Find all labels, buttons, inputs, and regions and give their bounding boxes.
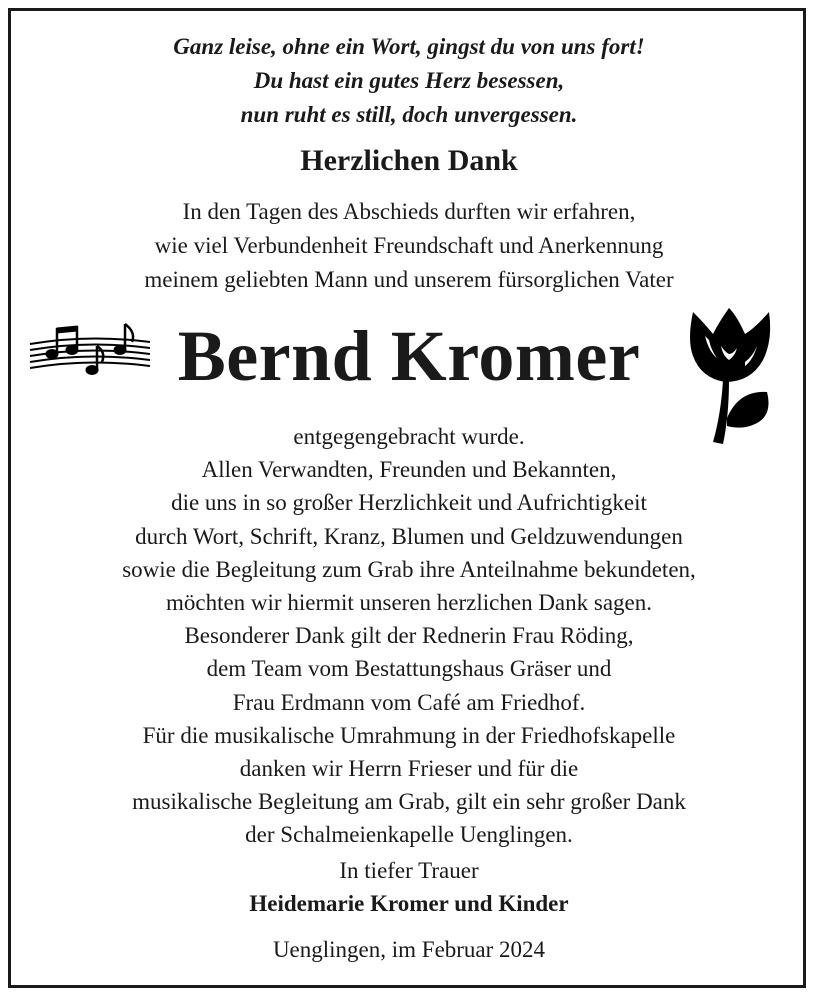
body-line: danken wir Herrn Frieser und für die <box>239 756 579 782</box>
body-line: musikalische Begleitung am Grab, gilt ein sehr großer Dank <box>132 789 686 815</box>
body-line: Frau Erdmann vom Café am Friedhof. <box>232 689 586 715</box>
body-line: Allen Verwandten, Freunden und Bekannten, <box>201 457 617 483</box>
closing-trauer: In tiefer Trauer <box>339 858 479 883</box>
body-line: Für die musikalische Umrahmung in der Friedhofskapelle <box>142 722 676 748</box>
heading: Herzlichen Dank <box>300 144 518 177</box>
poem-line: Du hast ein gutes Herz besessen, <box>253 68 565 93</box>
body-line: sowie die Begleitung zum Grab ihre Anteilnahme bekundeten, <box>122 556 696 582</box>
body-line: Besonderer Dank gilt der Rednerin Frau Röding, <box>184 623 634 649</box>
intro-line: In den Tagen des Abschieds durften wir erfahren, <box>182 199 636 224</box>
body-line: der Schalmeienkapelle Uenglingen. <box>245 822 573 848</box>
intro-text <box>0 195 818 297</box>
body-line: entgegengebracht wurde. <box>293 424 525 449</box>
deceased-name: Bernd Kromer <box>177 316 641 396</box>
body-text <box>0 420 818 852</box>
closing-place-date: Uenglingen, im Februar 2024 <box>272 937 546 962</box>
poem <box>0 30 818 132</box>
body-line: durch Wort, Schrift, Kranz, Blumen und Geldzuwendungen <box>135 523 683 549</box>
poem-line: Ganz leise, ohne ein Wort, gingst du von uns fort! <box>173 34 645 59</box>
music-notes-icon <box>28 320 152 382</box>
body-line: dem Team vom Bestattungshaus Gräser und <box>206 656 612 682</box>
intro-line: meinem geliebten Mann und unserem fürsorglichen Vater <box>144 267 674 292</box>
body-line: die uns in so großer Herzlichkeit und Aufrichtigkeit <box>171 490 647 516</box>
poem-line: nun ruht es still, doch unvergessen. <box>240 102 578 127</box>
closing-family: Heidemarie Kromer und Kinder <box>249 891 569 916</box>
body-line: möchten wir hiermit unseren herzlichen Dank sagen. <box>165 590 653 616</box>
intro-line: wie viel Verbundenheit Freundschaft und Anerkennung <box>154 233 664 258</box>
